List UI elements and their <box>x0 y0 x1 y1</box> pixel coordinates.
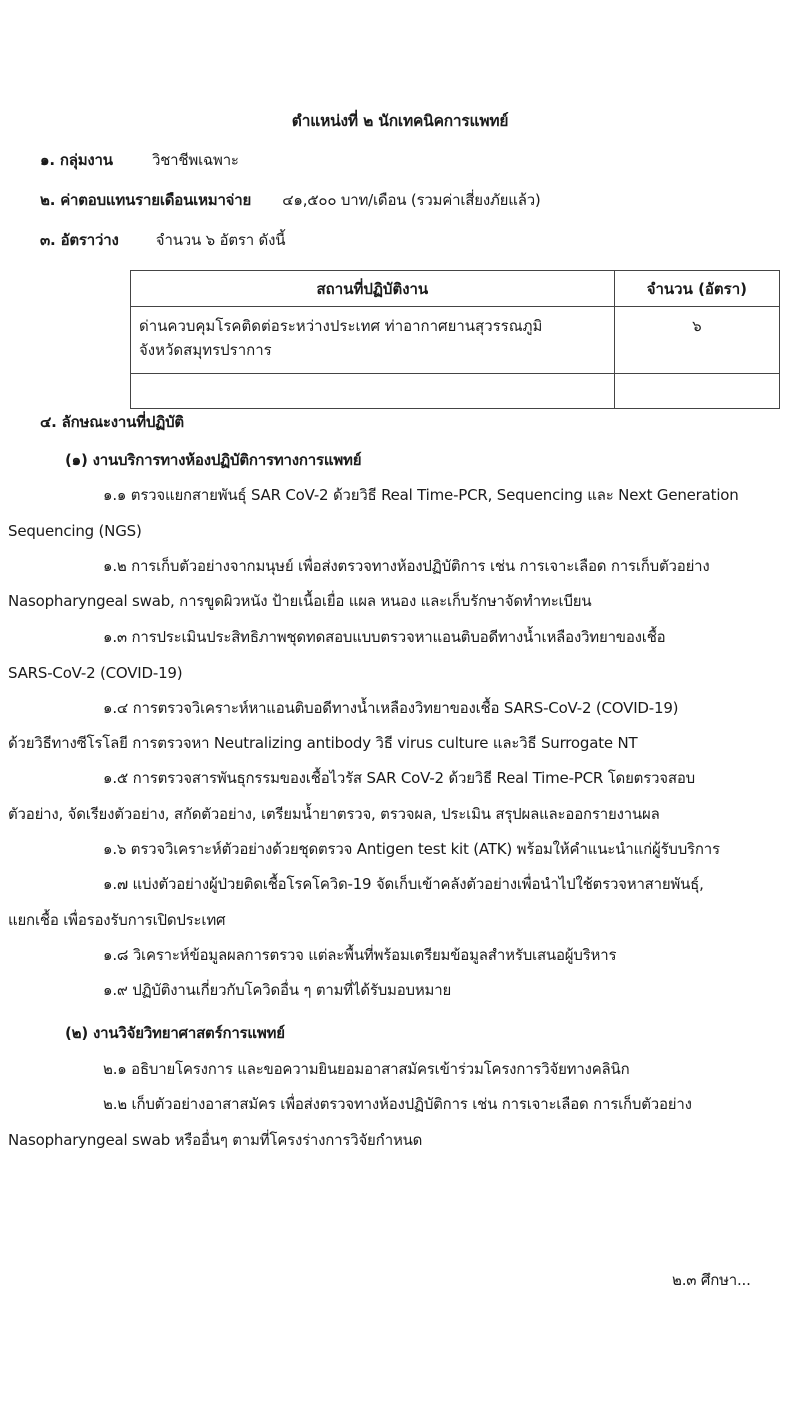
continuation-marker: ๒.๓ ศึกษา... <box>672 1271 751 1289</box>
item-1-3-cont: SARS-CoV-2 (COVID-19) <box>8 664 183 682</box>
item-2-2: ๒.๒ เก็บตัวอย่างอาสาสมัคร เพื่อส่งตรวจทางห้องปฏิบัติการ เช่น การเจาะเลือด การเก็บตัวอย่าง <box>103 1095 692 1113</box>
cell-count <box>614 374 779 409</box>
field-value: ๔๑,๕๐๐ บาท/เดือน (รวมค่าเสี่ยงภัยแล้ว) <box>282 191 541 209</box>
header-workplace: สถานที่ปฏิบัติงาน <box>131 271 615 307</box>
item-1-4-cont: ด้วยวิธีทางซีโรโลยี การตรวจหา Neutralizing antibody วิธี virus culture และวิธี Surrogate NT <box>8 734 638 752</box>
item-2-2-cont: Nasopharyngeal swab หรืออื่นๆ ตามที่โครงร่างการวิจัยกำหนด <box>8 1131 423 1149</box>
field-salary <box>40 190 541 210</box>
field-label: ๓. อัตราว่าง <box>40 231 119 249</box>
item-1-2-cont: Nasopharyngeal swab, การขูดผิวหนัง ป้ายเนื้อเยื่อ แผล หนอง และเก็บรักษาจัดทำทะเบียน <box>8 592 592 610</box>
item-1-5-cont: ตัวอย่าง, จัดเรียงตัวอย่าง, สกัดตัวอย่าง, เตรียมน้ำยาตรวจ, ตรวจผล, ประเมิน สรุปผลและออกรายงานผล <box>8 805 660 823</box>
item-1-3: ๑.๓ การประเมินประสิทธิภาพชุดทดสอบแบบตรวจหาแอนติบอดีทางน้ำเหลืองวิทยาของเชื้อ <box>103 628 666 646</box>
workplace-table <box>130 270 780 409</box>
page-title: ตำแหน่งที่ ๒ นักเทคนิคการแพทย์ <box>291 112 509 130</box>
subsection-heading: (๑) งานบริการทางห้องปฏิบัติการทางการแพทย์ <box>65 451 362 469</box>
item-1-2: ๑.๒ การเก็บตัวอย่างจากมนุษย์ เพื่อส่งตรวจทางห้องปฏิบัติการ เช่น การเจาะเลือด การเก็บตัวอย่าง <box>103 557 710 575</box>
item-1-9: ๑.๙ ปฏิบัติงานเกี่ยวกับโควิดอื่น ๆ ตามที่ได้รับมอบหมาย <box>103 981 452 999</box>
table-header-row <box>131 271 780 307</box>
item-1-7: ๑.๗ แบ่งตัวอย่างผู้ป่วยติดเชื้อโรคโควิด-19 จัดเก็บเข้าคลังตัวอย่างเพื่อนำไปใช้ตรวจหาสายพันธุ์, <box>103 875 704 893</box>
field-work-group <box>40 150 239 170</box>
field-vacancies <box>40 230 285 250</box>
table-row <box>131 374 780 409</box>
item-1-4: ๑.๔ การตรวจวิเคราะห์หาแอนติบอดีทางน้ำเหลืองวิทยาของเชื้อ SARS-CoV-2 (COVID-19) <box>103 699 679 717</box>
field-label: ๒. ค่าตอบแทนรายเดือนเหมาจ่าย <box>40 191 252 209</box>
header-count: จำนวน (อัตรา) <box>614 271 779 307</box>
item-1-7-cont: แยกเชื้อ เพื่อรองรับการเปิดประเทศ <box>8 911 226 929</box>
field-value: จำนวน ๖ อัตรา ดังนี้ <box>155 231 286 249</box>
item-1-8: ๑.๘ วิเคราะห์ข้อมูลผลการตรวจ แต่ละพื้นที่พร้อมเตรียมข้อมูลสำหรับเสนอผู้บริหาร <box>103 946 617 964</box>
section-heading: ๔. ลักษณะงานที่ปฏิบัติ <box>40 413 184 431</box>
item-2-1: ๒.๑ อธิบายโครงการ และขอความยินยอมอาสาสมัครเข้าร่วมโครงการวิจัยทางคลินิก <box>103 1060 630 1078</box>
cell-workplace <box>131 307 615 374</box>
item-1-1: ๑.๑ ตรวจแยกสายพันธุ์ SAR CoV-2 ด้วยวิธี Real Time-PCR, Sequencing และ Next Generation <box>103 486 739 504</box>
workplace-line: ด่านควบคุมโรคติดต่อระหว่างประเทศ ท่าอากาศยานสุวรรณภูมิ <box>139 317 543 335</box>
field-label: ๑. กลุ่มงาน <box>40 151 113 169</box>
workplace-line: จังหวัดสมุทรปราการ <box>139 341 272 359</box>
cell-count: ๖ <box>614 307 779 374</box>
subsection-heading: (๒) งานวิจัยวิทยาศาสตร์การแพทย์ <box>65 1024 285 1042</box>
cell-workplace <box>131 374 615 409</box>
table-row <box>131 307 780 374</box>
item-1-5: ๑.๕ การตรวจสารพันธุกรรมของเชื้อไวรัส SAR CoV-2 ด้วยวิธี Real Time-PCR โดยตรวจสอบ <box>103 769 695 787</box>
item-1-6: ๑.๖ ตรวจวิเคราะห์ตัวอย่างด้วยชุดตรวจ Antigen test kit (ATK) พร้อมให้คำแนะนำแก่ผู้รับบริการ <box>103 840 720 858</box>
item-1-1-cont: Sequencing (NGS) <box>8 522 142 540</box>
field-value: วิชาชีพเฉพาะ <box>151 151 239 169</box>
